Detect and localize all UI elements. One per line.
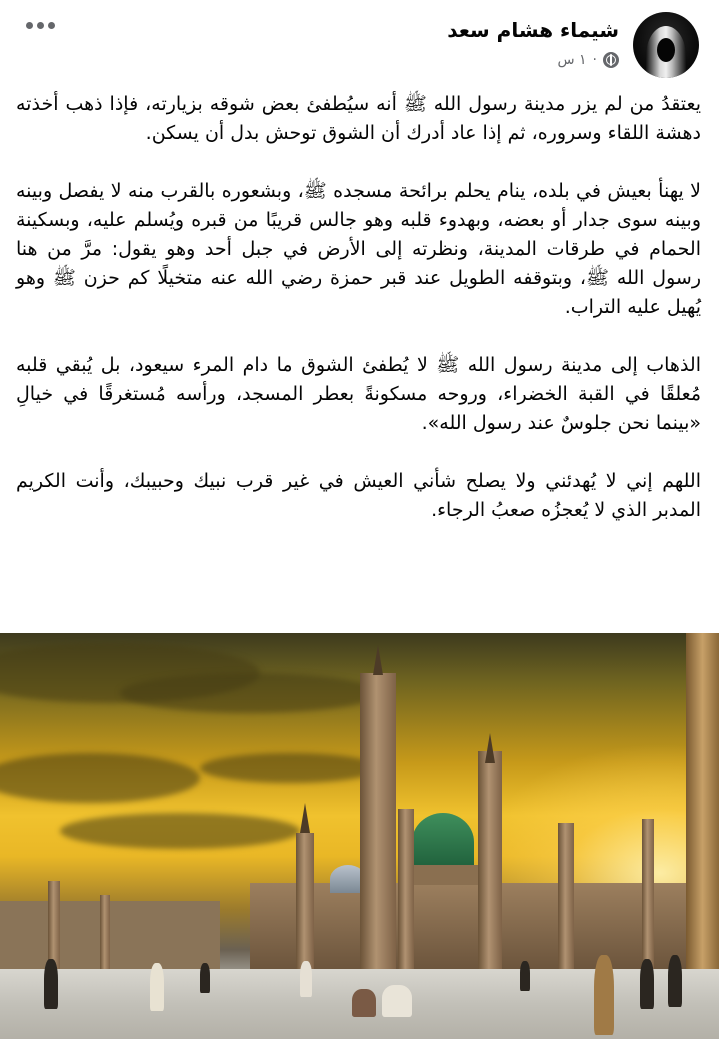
more-horizontal-icon bbox=[26, 22, 33, 29]
post-paragraph: اللهم إني لا يُهدئني ولا يصلح شأني العيش في غير قرب نبيك وحبيبك، وأنت الكريم المدبر الذي لا يُعجزُه صعبُ الرجاء. bbox=[16, 470, 701, 521]
minaret bbox=[642, 819, 654, 973]
more-horizontal-icon bbox=[48, 22, 55, 29]
post-photo[interactable] bbox=[0, 633, 719, 1039]
globe-icon[interactable] bbox=[603, 52, 619, 68]
dome-base bbox=[404, 865, 482, 885]
cloud bbox=[200, 753, 380, 783]
person bbox=[352, 989, 376, 1017]
more-horizontal-icon bbox=[37, 22, 44, 29]
post-paragraph: يعتقدُ من لم يزر مدينة رسول الله ﷺ أنه سيُطفئ بعض شوقه بزيارته، فإذا ذهب أخذته دهشة اللقاء وسروره، ثم إذا عاد أدرك أن الشوق توحش بدل أن يسكن. bbox=[16, 93, 701, 144]
minaret bbox=[48, 881, 60, 971]
person bbox=[594, 955, 614, 1035]
avatar[interactable] bbox=[633, 12, 699, 78]
post-header bbox=[0, 8, 719, 78]
person bbox=[150, 963, 164, 1011]
post-body bbox=[16, 90, 701, 554]
author-name[interactable]: شيماء هشام سعد bbox=[447, 18, 619, 42]
post-paragraph: لا يهنأ بعيش في بلده، ينام يحلم برائحة مسجده ﷺ، وبشعوره بالقرب منه لا يفصل وبينه وبينه سوى جدار أو بعضه، وبهدوء قلبه وهو جالس قريبًا من قبره ويُسلم عليه، وبسكينة الحمام في طرقات المدينة، ونظرته إلى الأرض في جبل أحد وهو يقول: مرَّ من هنا رسول الله ﷺ، وبتوقفه الطويل عند قبر حمزة رضي الله عنه متخيلًا كم حزن ﷺ وهو يُهيل عليه التراب. bbox=[16, 180, 701, 318]
meta-separator: · bbox=[592, 52, 597, 68]
minaret-spire bbox=[373, 645, 383, 675]
person bbox=[300, 961, 312, 997]
avatar-face bbox=[657, 38, 675, 62]
minaret bbox=[100, 895, 110, 971]
post-timestamp[interactable]: ١ س bbox=[557, 52, 587, 68]
minaret bbox=[398, 809, 414, 973]
minaret-edge bbox=[686, 633, 719, 973]
post-meta bbox=[557, 52, 619, 68]
cloud bbox=[60, 813, 300, 849]
green-dome bbox=[412, 813, 474, 871]
person bbox=[668, 955, 682, 1007]
person bbox=[640, 959, 654, 1009]
minaret-spire bbox=[485, 733, 495, 763]
minaret-tall bbox=[360, 673, 396, 973]
cloud bbox=[120, 673, 380, 713]
distant-buildings bbox=[0, 901, 220, 971]
cloud bbox=[0, 753, 200, 803]
minaret-spire bbox=[300, 803, 310, 833]
person bbox=[520, 961, 530, 991]
person bbox=[382, 985, 412, 1017]
person bbox=[44, 959, 58, 1009]
more-options-button[interactable] bbox=[22, 18, 59, 33]
post-paragraph: الذهاب إلى مدينة رسول الله ﷺ لا يُطفئ الشوق ما دام المرء سيعود، بل يُبقي قلبه مُعلقًا في القبة الخضراء، وروحه مسكونةً بعطر المسجد، ورأسه مُستغرقًا في خيالِ «بينما نحن جلوسٌ عند رسول الله». bbox=[16, 354, 701, 434]
minaret bbox=[296, 833, 314, 973]
minaret bbox=[558, 823, 574, 973]
person bbox=[200, 963, 210, 993]
minaret bbox=[478, 751, 502, 973]
